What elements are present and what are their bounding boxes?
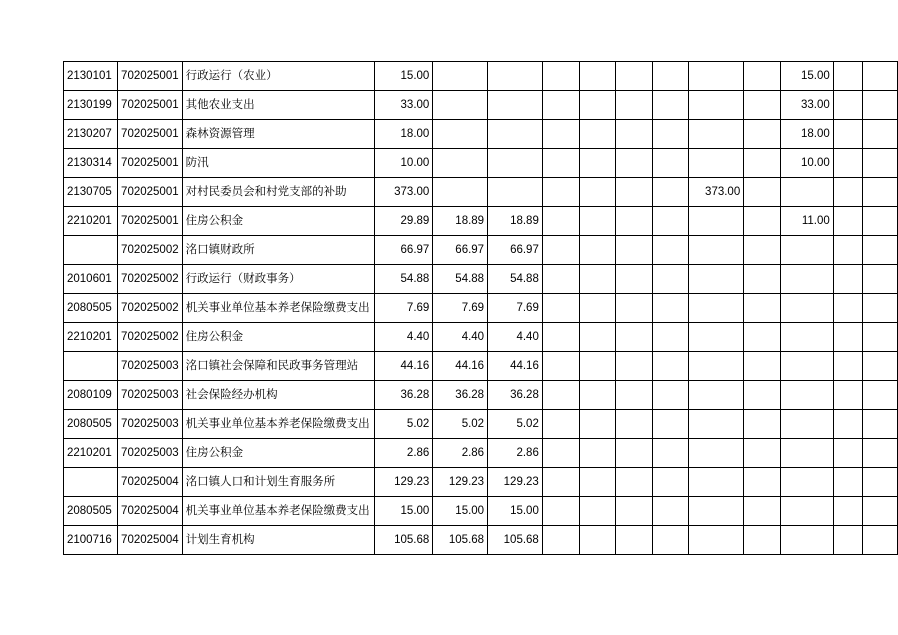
cell-unit_code: 702025001: [118, 62, 183, 91]
cell-amount3: 54.88: [488, 265, 543, 294]
table-row: [64, 265, 898, 294]
cell-b6: [744, 497, 781, 526]
cell-b8: [862, 294, 897, 323]
cell-b2: [579, 62, 616, 91]
cell-amount4: 15.00: [780, 62, 833, 91]
cell-b6: [744, 207, 781, 236]
cell-amount2: 4.40: [433, 323, 488, 352]
table-row: [64, 323, 898, 352]
cell-name: 洺口镇社会保障和民政事务管理站: [182, 352, 374, 381]
table-row: [64, 207, 898, 236]
cell-b8: [862, 91, 897, 120]
cell-code: 2010601: [64, 265, 118, 294]
cell-amount3: 18.89: [488, 207, 543, 236]
cell-amount1: 54.88: [375, 265, 433, 294]
cell-b6: [744, 468, 781, 497]
cell-amount3: 15.00: [488, 497, 543, 526]
cell-b2: [579, 381, 616, 410]
cell-b5: [689, 410, 744, 439]
cell-b2: [579, 410, 616, 439]
cell-amount1: 29.89: [375, 207, 433, 236]
cell-b8: [862, 120, 897, 149]
cell-name: 社会保险经办机构: [182, 381, 374, 410]
cell-b2: [579, 178, 616, 207]
cell-name: 对村民委员会和村党支部的补助: [182, 178, 374, 207]
cell-name: 机关事业单位基本养老保险缴费支出: [182, 294, 374, 323]
cell-amount3: 66.97: [488, 236, 543, 265]
cell-b1: [542, 323, 579, 352]
table-row: [64, 352, 898, 381]
cell-name: 计划生育机构: [182, 526, 374, 555]
cell-amount2: [433, 149, 488, 178]
cell-b7: [833, 497, 862, 526]
cell-b6: [744, 381, 781, 410]
cell-name: 行政运行（农业）: [182, 62, 374, 91]
cell-b7: [833, 381, 862, 410]
cell-b1: [542, 526, 579, 555]
cell-b4: [652, 149, 689, 178]
cell-amount1: 10.00: [375, 149, 433, 178]
cell-unit_code: 702025002: [118, 265, 183, 294]
cell-b1: [542, 352, 579, 381]
cell-code: 2080505: [64, 294, 118, 323]
cell-amount3: [488, 149, 543, 178]
cell-amount1: 4.40: [375, 323, 433, 352]
cell-name: 洺口镇财政所: [182, 236, 374, 265]
cell-amount3: 4.40: [488, 323, 543, 352]
cell-amount1: 36.28: [375, 381, 433, 410]
cell-b7: [833, 410, 862, 439]
table-row: [64, 526, 898, 555]
cell-amount4: 18.00: [780, 120, 833, 149]
cell-b2: [579, 294, 616, 323]
cell-amount1: 105.68: [375, 526, 433, 555]
cell-amount2: 66.97: [433, 236, 488, 265]
cell-b8: [862, 410, 897, 439]
cell-code: 2080505: [64, 410, 118, 439]
cell-code: 2130207: [64, 120, 118, 149]
cell-name: 机关事业单位基本养老保险缴费支出: [182, 410, 374, 439]
cell-name: 住房公积金: [182, 323, 374, 352]
cell-b8: [862, 62, 897, 91]
cell-amount4: [780, 468, 833, 497]
cell-b5: [689, 381, 744, 410]
cell-amount3: [488, 91, 543, 120]
cell-amount2: 2.86: [433, 439, 488, 468]
cell-b6: [744, 410, 781, 439]
cell-unit_code: 702025003: [118, 439, 183, 468]
cell-b5: 373.00: [689, 178, 744, 207]
cell-amount3: 2.86: [488, 439, 543, 468]
budget-expenditure-table: [63, 61, 898, 555]
cell-b3: [616, 439, 653, 468]
cell-amount2: 129.23: [433, 468, 488, 497]
cell-amount3: 36.28: [488, 381, 543, 410]
cell-amount1: 129.23: [375, 468, 433, 497]
cell-amount2: 5.02: [433, 410, 488, 439]
cell-amount1: 66.97: [375, 236, 433, 265]
cell-amount2: 44.16: [433, 352, 488, 381]
cell-amount2: [433, 62, 488, 91]
cell-b3: [616, 410, 653, 439]
cell-name: 洺口镇人口和计划生育服务所: [182, 468, 374, 497]
cell-b3: [616, 381, 653, 410]
cell-b1: [542, 178, 579, 207]
cell-amount1: 15.00: [375, 497, 433, 526]
cell-amount4: [780, 410, 833, 439]
cell-amount4: [780, 323, 833, 352]
cell-amount1: 5.02: [375, 410, 433, 439]
cell-code: 2130101: [64, 62, 118, 91]
cell-b3: [616, 468, 653, 497]
cell-b2: [579, 236, 616, 265]
cell-b8: [862, 265, 897, 294]
cell-unit_code: 702025004: [118, 497, 183, 526]
cell-amount1: 2.86: [375, 439, 433, 468]
cell-amount2: 7.69: [433, 294, 488, 323]
cell-code: 2210201: [64, 323, 118, 352]
cell-amount1: 373.00: [375, 178, 433, 207]
cell-unit_code: 702025001: [118, 91, 183, 120]
cell-b6: [744, 149, 781, 178]
cell-b7: [833, 149, 862, 178]
cell-b3: [616, 207, 653, 236]
cell-b3: [616, 236, 653, 265]
cell-b3: [616, 265, 653, 294]
cell-amount2: 54.88: [433, 265, 488, 294]
cell-amount2: [433, 178, 488, 207]
cell-b1: [542, 468, 579, 497]
cell-b5: [689, 294, 744, 323]
cell-b5: [689, 526, 744, 555]
cell-b8: [862, 497, 897, 526]
cell-amount1: 33.00: [375, 91, 433, 120]
cell-b7: [833, 323, 862, 352]
cell-b7: [833, 91, 862, 120]
cell-amount4: 33.00: [780, 91, 833, 120]
cell-b5: [689, 352, 744, 381]
cell-b7: [833, 439, 862, 468]
cell-b2: [579, 149, 616, 178]
cell-code: [64, 352, 118, 381]
cell-b8: [862, 526, 897, 555]
cell-b1: [542, 265, 579, 294]
cell-b4: [652, 468, 689, 497]
cell-amount4: [780, 526, 833, 555]
cell-b4: [652, 294, 689, 323]
cell-b1: [542, 497, 579, 526]
cell-b4: [652, 323, 689, 352]
cell-b7: [833, 352, 862, 381]
table-row: [64, 178, 898, 207]
cell-b4: [652, 236, 689, 265]
cell-b6: [744, 526, 781, 555]
cell-b8: [862, 178, 897, 207]
table-row: [64, 468, 898, 497]
cell-b5: [689, 207, 744, 236]
cell-b2: [579, 526, 616, 555]
cell-code: 2210201: [64, 207, 118, 236]
cell-amount2: [433, 120, 488, 149]
cell-b2: [579, 323, 616, 352]
cell-b3: [616, 91, 653, 120]
cell-b1: [542, 294, 579, 323]
cell-code: 2130199: [64, 91, 118, 120]
cell-amount2: [433, 91, 488, 120]
cell-unit_code: 702025004: [118, 526, 183, 555]
cell-b6: [744, 352, 781, 381]
cell-amount1: 7.69: [375, 294, 433, 323]
cell-b3: [616, 497, 653, 526]
table-row: [64, 120, 898, 149]
cell-b2: [579, 439, 616, 468]
table-row: [64, 410, 898, 439]
cell-b7: [833, 120, 862, 149]
cell-b5: [689, 323, 744, 352]
cell-b6: [744, 265, 781, 294]
cell-amount4: [780, 352, 833, 381]
cell-b2: [579, 497, 616, 526]
cell-amount2: 18.89: [433, 207, 488, 236]
table-row: [64, 149, 898, 178]
cell-amount1: 15.00: [375, 62, 433, 91]
cell-b8: [862, 381, 897, 410]
table-row: [64, 236, 898, 265]
cell-b3: [616, 294, 653, 323]
cell-amount4: [780, 294, 833, 323]
cell-b6: [744, 62, 781, 91]
cell-b4: [652, 265, 689, 294]
table-row: [64, 294, 898, 323]
cell-code: 2080109: [64, 381, 118, 410]
cell-unit_code: 702025001: [118, 149, 183, 178]
cell-unit_code: 702025003: [118, 381, 183, 410]
cell-b3: [616, 352, 653, 381]
cell-b5: [689, 236, 744, 265]
cell-b5: [689, 120, 744, 149]
cell-b8: [862, 207, 897, 236]
cell-unit_code: 702025002: [118, 294, 183, 323]
cell-code: 2130314: [64, 149, 118, 178]
cell-unit_code: 702025001: [118, 207, 183, 236]
cell-b6: [744, 178, 781, 207]
cell-unit_code: 702025002: [118, 236, 183, 265]
cell-b4: [652, 352, 689, 381]
cell-name: 森林资源管理: [182, 120, 374, 149]
cell-b2: [579, 91, 616, 120]
cell-amount3: 5.02: [488, 410, 543, 439]
cell-amount4: [780, 381, 833, 410]
cell-b5: [689, 439, 744, 468]
cell-b7: [833, 207, 862, 236]
cell-amount4: 10.00: [780, 149, 833, 178]
cell-amount3: [488, 178, 543, 207]
cell-name: 机关事业单位基本养老保险缴费支出: [182, 497, 374, 526]
cell-b1: [542, 62, 579, 91]
cell-b2: [579, 265, 616, 294]
cell-b2: [579, 352, 616, 381]
cell-unit_code: 702025001: [118, 178, 183, 207]
cell-b4: [652, 381, 689, 410]
cell-amount4: [780, 178, 833, 207]
cell-name: 行政运行（财政事务）: [182, 265, 374, 294]
cell-b4: [652, 178, 689, 207]
cell-code: 2210201: [64, 439, 118, 468]
cell-unit_code: 702025003: [118, 410, 183, 439]
cell-b7: [833, 526, 862, 555]
cell-b8: [862, 352, 897, 381]
cell-amount4: 11.00: [780, 207, 833, 236]
cell-amount1: 18.00: [375, 120, 433, 149]
cell-b6: [744, 120, 781, 149]
cell-unit_code: 702025003: [118, 352, 183, 381]
cell-b4: [652, 62, 689, 91]
cell-b4: [652, 526, 689, 555]
cell-b8: [862, 468, 897, 497]
cell-amount4: [780, 236, 833, 265]
cell-name: 防汛: [182, 149, 374, 178]
cell-b3: [616, 526, 653, 555]
cell-b2: [579, 207, 616, 236]
cell-amount4: [780, 439, 833, 468]
table-row: [64, 381, 898, 410]
cell-b5: [689, 62, 744, 91]
cell-b7: [833, 236, 862, 265]
cell-b5: [689, 91, 744, 120]
cell-amount2: 105.68: [433, 526, 488, 555]
cell-b3: [616, 149, 653, 178]
cell-b1: [542, 381, 579, 410]
cell-b8: [862, 323, 897, 352]
cell-b4: [652, 439, 689, 468]
cell-b5: [689, 149, 744, 178]
table-row: [64, 439, 898, 468]
cell-b8: [862, 236, 897, 265]
cell-b1: [542, 120, 579, 149]
cell-b6: [744, 323, 781, 352]
cell-b1: [542, 439, 579, 468]
table-row: [64, 497, 898, 526]
cell-code: 2080505: [64, 497, 118, 526]
cell-b3: [616, 323, 653, 352]
cell-b5: [689, 497, 744, 526]
table-body: [64, 62, 898, 555]
cell-amount3: 7.69: [488, 294, 543, 323]
cell-name: 其他农业支出: [182, 91, 374, 120]
cell-b5: [689, 468, 744, 497]
cell-b1: [542, 207, 579, 236]
cell-b3: [616, 62, 653, 91]
cell-b1: [542, 410, 579, 439]
cell-unit_code: 702025004: [118, 468, 183, 497]
cell-b5: [689, 265, 744, 294]
cell-b1: [542, 91, 579, 120]
cell-code: [64, 236, 118, 265]
cell-b6: [744, 294, 781, 323]
cell-b7: [833, 294, 862, 323]
cell-b4: [652, 207, 689, 236]
cell-b8: [862, 439, 897, 468]
cell-unit_code: 702025002: [118, 323, 183, 352]
cell-b1: [542, 236, 579, 265]
cell-b4: [652, 120, 689, 149]
cell-amount2: 15.00: [433, 497, 488, 526]
cell-b2: [579, 120, 616, 149]
cell-b7: [833, 178, 862, 207]
cell-amount1: 44.16: [375, 352, 433, 381]
cell-amount3: [488, 62, 543, 91]
cell-amount3: [488, 120, 543, 149]
cell-b7: [833, 265, 862, 294]
table-row: [64, 62, 898, 91]
cell-b4: [652, 410, 689, 439]
table-row: [64, 91, 898, 120]
cell-b2: [579, 468, 616, 497]
cell-amount3: 44.16: [488, 352, 543, 381]
cell-b8: [862, 149, 897, 178]
cell-b4: [652, 497, 689, 526]
cell-b7: [833, 62, 862, 91]
cell-amount2: 36.28: [433, 381, 488, 410]
cell-b3: [616, 178, 653, 207]
cell-b4: [652, 91, 689, 120]
cell-b3: [616, 120, 653, 149]
cell-name: 住房公积金: [182, 207, 374, 236]
cell-b1: [542, 149, 579, 178]
cell-amount3: 129.23: [488, 468, 543, 497]
cell-b6: [744, 439, 781, 468]
cell-code: 2130705: [64, 178, 118, 207]
cell-b6: [744, 91, 781, 120]
cell-amount3: 105.68: [488, 526, 543, 555]
cell-amount4: [780, 497, 833, 526]
cell-b6: [744, 236, 781, 265]
cell-code: [64, 468, 118, 497]
cell-name: 住房公积金: [182, 439, 374, 468]
cell-b7: [833, 468, 862, 497]
cell-code: 2100716: [64, 526, 118, 555]
cell-amount4: [780, 265, 833, 294]
cell-unit_code: 702025001: [118, 120, 183, 149]
